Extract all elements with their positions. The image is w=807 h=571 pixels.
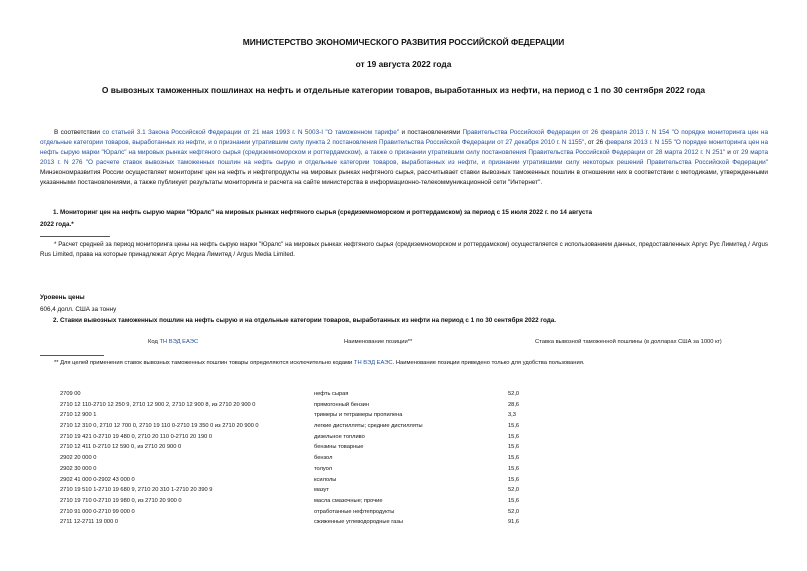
row-rate: 15,6 [508, 444, 520, 451]
table-row [60, 517, 760, 528]
header-name: Наименование позиции** [344, 339, 413, 345]
header-code [148, 339, 198, 345]
row-name: дизельное топливо [314, 433, 365, 440]
table-row [60, 475, 760, 486]
row-rate: 3,3 [508, 412, 516, 419]
table-row [60, 496, 760, 507]
footnote-tnved-prefix: ** Для целей применения ставок вывозных таможенных пошлин товары определяются исключительно кодами [54, 360, 354, 366]
row-code: 2710 19 710 0-2710 19 980 0, из 2710 20 900 0 [60, 497, 182, 504]
row-code: 2710 12 900 1 [60, 412, 97, 419]
row-code: 2710 12 411 0-2710 12 590 0, из 2710 20 900 0 [60, 444, 182, 451]
row-code: 2710 19 421 0-2710 19 480 0, 2710 20 110 0-2710 20 190 0 [60, 433, 213, 440]
row-rate: 15,6 [508, 433, 520, 440]
resolution-276-link[interactable]: от 29 марта 2013 г. N 276 "О расчете ставок вывозных таможенных пошлин на нефть сырую и отдельные категории товаров, выработанных из нефти, и признании утратившими силу некоторых решений Правительства Российской Федерации" [40, 149, 769, 166]
row-code: 2709 00 [60, 391, 81, 397]
row-code: 2902 30 000 0 [60, 465, 97, 472]
row-code: 2710 19 510 1-2710 19 680 9, 2710 20 310 1-2710 20 390 9 [60, 487, 213, 494]
price-level-value: 606,4 долл. США за тонну [40, 306, 117, 313]
row-name: тримеры и тетрамеры пропилена [314, 412, 403, 419]
table-row [60, 432, 760, 443]
row-rate: 91,6 [508, 519, 520, 526]
intro-text-3: , от 26 [584, 139, 604, 146]
row-code: 2711 12-2711 19 000 0 [60, 519, 118, 526]
tnved-link[interactable]: ТН ВЭД ЕАЭС [159, 339, 199, 345]
row-rate: 15,6 [508, 465, 520, 472]
ministry-heading: МИНИСТЕРСТВО ЭКОНОМИЧЕСКОГО РАЗВИТИЯ РОССИЙСКОЙ ФЕДЕРАЦИИ [242, 37, 565, 47]
table-row [60, 453, 760, 464]
row-code: 2710 91 000 0-2710 99 000 0 [60, 508, 135, 515]
resolution-155-link[interactable]: февраля 2013 г. N 155 "О порядке мониторинга цен на нефть сырую марки "Юралс" на мировых рынках нефтяного сырья (средиземноморском и роттердамском), а также о признании утратившим силу постановления Правительства Российской Федерации от 28 марта 2012 г. N 251" [40, 139, 769, 156]
price-level-label: Уровень цены [40, 294, 85, 301]
footnote-argus: * Расчет средней за период мониторинга цены на нефть сырую марки "Юралс" на мировых рынках нефтяного сырья (средиземноморском и роттердамском) осуществляется с использованием данных, предоставленных Аргус Рус Лимитед / Argus Rus Limited, права на которые принадлежат Аргус Медиа Лимитед / Argus Media Limited. [40, 241, 768, 258]
row-rate: 15,6 [508, 455, 520, 462]
table-row [60, 485, 760, 496]
section-1-heading: 1. Мониторинг цен на нефть сырую марки "Юралс" на мировых рынках нефтяного сырья (средиземноморском и роттердамском) за период с 15 июля 2022 г. по 14 августа [53, 209, 593, 216]
document-title: О вывозных таможенных пошлинах на нефть и отдельные категории товаров, выработанных из нефти, на период с 1 по 30 сентября 2022 года [101, 85, 706, 95]
row-rate: 28,6 [508, 401, 520, 408]
table-row [60, 507, 760, 518]
footnote-tnved-suffix: . Наименование позиции приведено только для удобства пользования. [392, 360, 585, 366]
table-row [60, 421, 760, 432]
resolution-154-link[interactable]: Правительства Российской Федерации от 26 февраля 2013 г. N 154 "О порядке мониторинга цен на отдельные категории товаров, выработанных из нефти, и о признании утратившим силу пункта 2 постановления Правительства Российской Федерации от 27 декабря 2010 г. N 1155" [40, 129, 769, 146]
intro-text-1: В соответствии [54, 129, 100, 136]
intro-text-4: и [727, 149, 731, 156]
intro-paragraph [40, 128, 768, 188]
footnote2-divider [40, 355, 104, 356]
table-row [60, 389, 760, 400]
row-code: 2902 20 000 0 [60, 455, 97, 462]
row-name: толуол [314, 465, 333, 472]
section-1-heading-cont: 2022 года.* [40, 221, 74, 228]
duty-rates-table [60, 389, 760, 528]
row-rate: 52,0 [508, 508, 520, 515]
row-name: легкие дистилляты; средние дистилляты [314, 423, 423, 430]
table-row [60, 442, 760, 453]
footnote-tnved [54, 360, 774, 366]
row-rate: 52,0 [508, 391, 520, 397]
row-name: бензины товарные [314, 444, 364, 451]
row-name: отработанные нефтепродукты [314, 508, 395, 515]
row-name: ксилолы [314, 476, 337, 483]
intro-text-2: и постановлениями [401, 129, 461, 136]
row-rate: 15,6 [508, 476, 520, 483]
row-code: 2902 41 000 0-2902 43 000 0 [60, 476, 135, 483]
footnote-divider [40, 236, 110, 237]
header-rate: Ставка вывозной таможенной пошлины (в долларах США за 1000 кг) [535, 339, 722, 345]
section-2-heading: 2. Ставки вывозных таможенных пошлин на нефть сырую и на отдельные категории товаров, выработанных из нефти на период с 1 по 30 сентября 2022 года. [53, 317, 556, 324]
row-code: 2710 12 310 0, 2710 12 700 0, 2710 19 110 0-2710 19 350 0 из 2710 20 900 0 [60, 423, 259, 430]
table-row [60, 464, 760, 475]
row-rate: 15,6 [508, 423, 520, 430]
row-rate: 15,6 [508, 497, 520, 504]
row-name: сжиженные углеводородные газы [314, 519, 403, 526]
row-name: нефть сырая [314, 391, 349, 397]
footnote-tnved-link[interactable]: ТН ВЭД ЕАЭС [353, 360, 393, 366]
row-name: прямогонный бензин [314, 401, 369, 408]
row-name: масла смазочные; прочие [314, 497, 383, 504]
law-5003-link[interactable]: со статьей 3.1 Закона Российской Федерации от 21 мая 1993 г. N 5003-I "О таможенном тарифе" [102, 129, 400, 136]
intro-text-5: Минэкономразвития России осуществляет мониторинг цен на нефть и нефтепродукты на мировых рынках нефтяного сырья, рассчитывает ставки вывозных таможенных пошлин в отношении них в соответствии с методиками, утвержденными указанными постановлениями, а также публикует результаты мониторинга и расчета на сайте министерства в информационно-телекоммуникационной сети "Интернет". [40, 169, 768, 186]
row-code: 2710 12 110-2710 12 250 9, 2710 12 900 2, 2710 12 900 8, из 2710 20 900 0 [60, 401, 256, 408]
row-rate: 52,0 [508, 487, 520, 494]
row-name: бензол [314, 455, 333, 462]
header-code-prefix: Код [148, 339, 160, 345]
table-row [60, 410, 760, 421]
table-row [60, 400, 760, 411]
document-date: от 19 августа 2022 года [355, 59, 452, 69]
row-name: мазут [314, 487, 330, 494]
